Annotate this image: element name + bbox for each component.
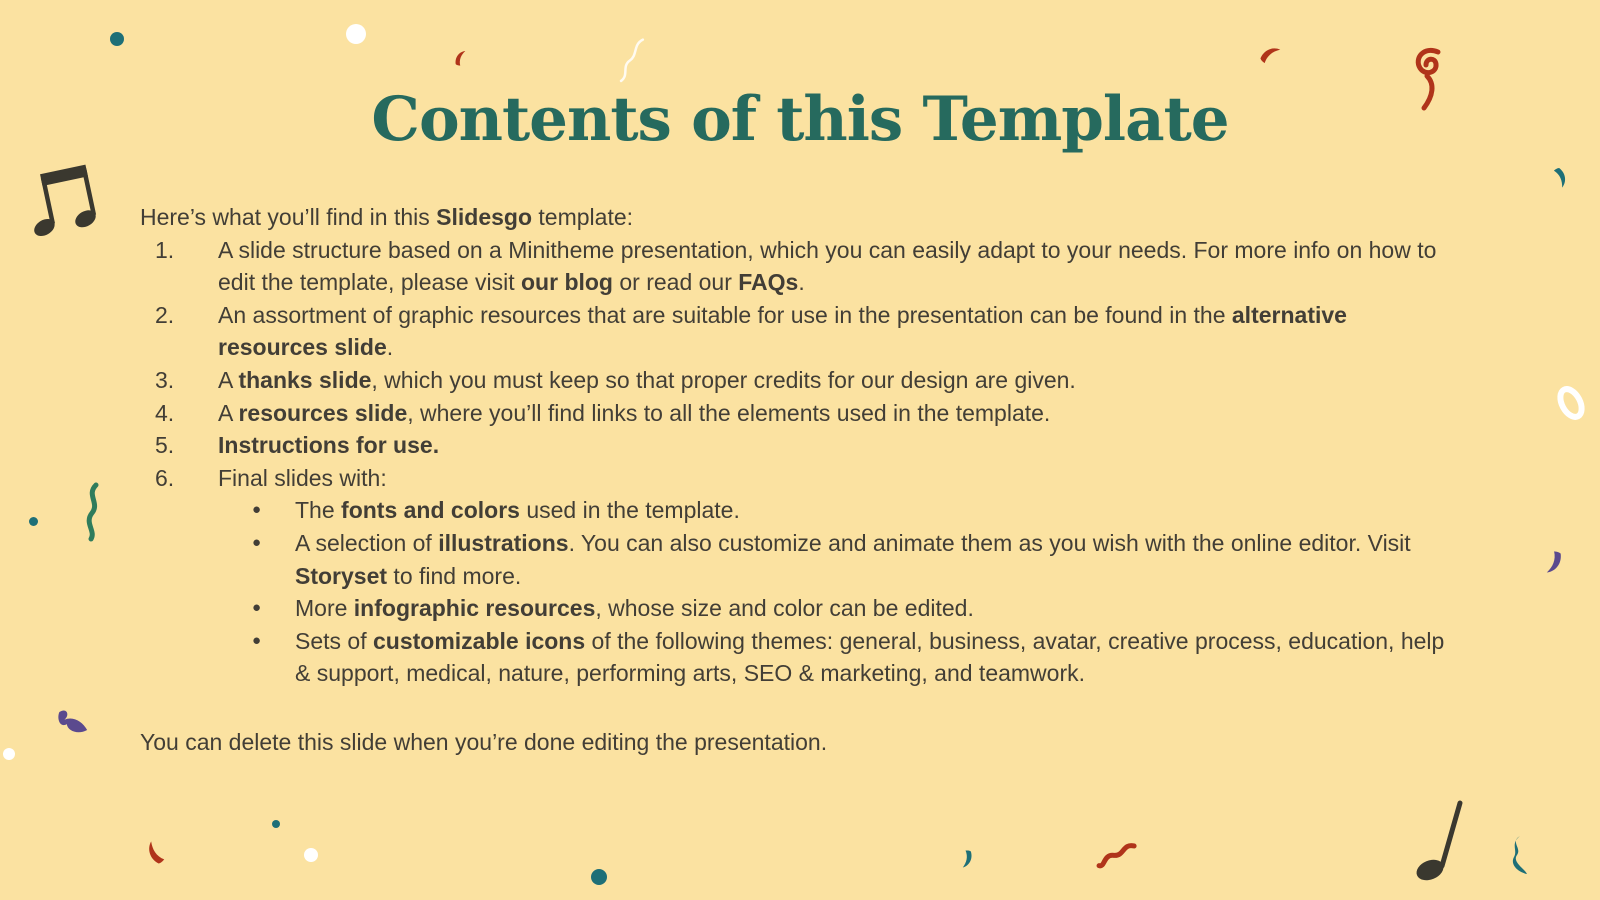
confetti-crescent-icon [1536,544,1569,577]
bold-text: alternative resources slide [218,301,1347,361]
bold-text: illustrations [438,529,569,556]
list-text [295,494,1452,527]
bold-text: our blog [521,269,613,296]
text: , where you’ll find links to all the elements used in the template. [407,399,1051,426]
text: to find more. [387,562,522,589]
text: , whose size and color can be edited. [595,595,974,622]
list-text [218,462,1452,495]
confetti-crescent-icon [141,837,173,869]
bold-text: Instructions for use. [218,432,440,459]
list-item [250,625,1452,690]
bold-text: FAQs [738,269,799,296]
text: Sets of [295,627,373,654]
confetti-dot-icon [3,748,15,760]
confetti-crescent-icon [952,844,979,871]
list-text [218,234,1452,299]
bullet-icon: ● [252,599,262,617]
list-item [140,397,1452,430]
confetti-crescent-icon [449,47,472,70]
list-text [295,527,1452,592]
text: , which you must keep so that proper credits for our design are given. [371,366,1076,393]
bold-text: customizable icons [372,627,586,654]
text: . [386,334,394,361]
confetti-dot-icon [304,848,318,862]
bold-text: thanks slide [238,366,372,393]
single-music-note-icon [1413,798,1469,884]
confetti-ribbon-icon [1508,834,1530,876]
sub-bullet-list [140,494,1452,690]
list-item [140,364,1452,397]
confetti-dot-icon [29,517,38,526]
bold-text: resources slide [238,399,408,426]
text: used in the template. [519,497,740,524]
text: of the following themes: general, business, avatar, creative process, education, help & support, medical, nature, performing arts, SEO & marketing, and teamwork. [295,627,1445,687]
text: More [295,595,354,622]
list-number: 3. [155,366,175,393]
bold-text: fonts and colors [341,497,520,524]
list-number: 4. [155,399,175,426]
double-music-note-icon [19,155,116,243]
text: . [798,269,805,296]
confetti-dot-icon [272,820,280,828]
confetti-crescent-icon [1256,42,1284,70]
list-text [295,592,1452,625]
confetti-ribbon-icon [54,706,92,740]
text: Final slides with: [218,464,387,491]
text: The [295,497,342,524]
text: or read our [612,269,739,296]
confetti-streamer-icon [1092,834,1140,876]
bold-text: infographic resources [353,595,596,622]
list-text [218,364,1452,397]
list-item [250,592,1452,625]
text: . You can also customize and animate them as you wish with the online editor. Visit [568,529,1411,556]
text: A [218,399,239,426]
text: An assortment of graphic resources that are suitable for use in the presentation can be found in the [218,301,1232,328]
slide-body [140,201,1452,759]
confetti-ring-icon [1548,377,1594,428]
list-item [250,527,1452,592]
confetti-streamer-icon [615,33,648,86]
list-number: 6. [155,464,175,491]
intro-text [140,201,1452,234]
list-item [140,462,1452,495]
confetti-streamer-icon [82,483,104,541]
list-number: 5. [155,432,175,459]
list-text [295,625,1452,690]
list-item [140,234,1452,299]
confetti-dot-icon [346,24,366,44]
list-text [218,299,1452,364]
text: A slide structure based on a Minitheme presentation, which you can easily adapt to your needs. For more info on how to edit the template, please visit [218,236,1437,296]
list-item [140,299,1452,364]
bullet-icon: ● [252,533,262,551]
footer-note: You can delete this slide when you’re done editing the presentation. [140,728,828,755]
text: A [218,366,239,393]
list-text [218,397,1452,430]
list-text [218,429,1452,462]
confetti-dot-icon [110,32,124,46]
list-number: 2. [155,301,175,328]
text: template: [532,204,634,230]
list-item [250,494,1452,527]
bullet-icon: ● [252,501,262,519]
confetti-crescent-icon [1544,162,1573,191]
list-item [140,429,1452,462]
bullet-icon: ● [252,631,262,649]
text: Here’s what you’ll find in this [140,204,437,230]
text: A selection of [295,529,439,556]
list-number: 1. [155,236,175,263]
numbered-list [140,234,1452,495]
confetti-dot-icon [591,869,607,885]
bold-text: Storyset [295,562,388,589]
bold-text: Slidesgo [436,204,533,230]
page-title: Contents of this Template [371,84,1229,155]
